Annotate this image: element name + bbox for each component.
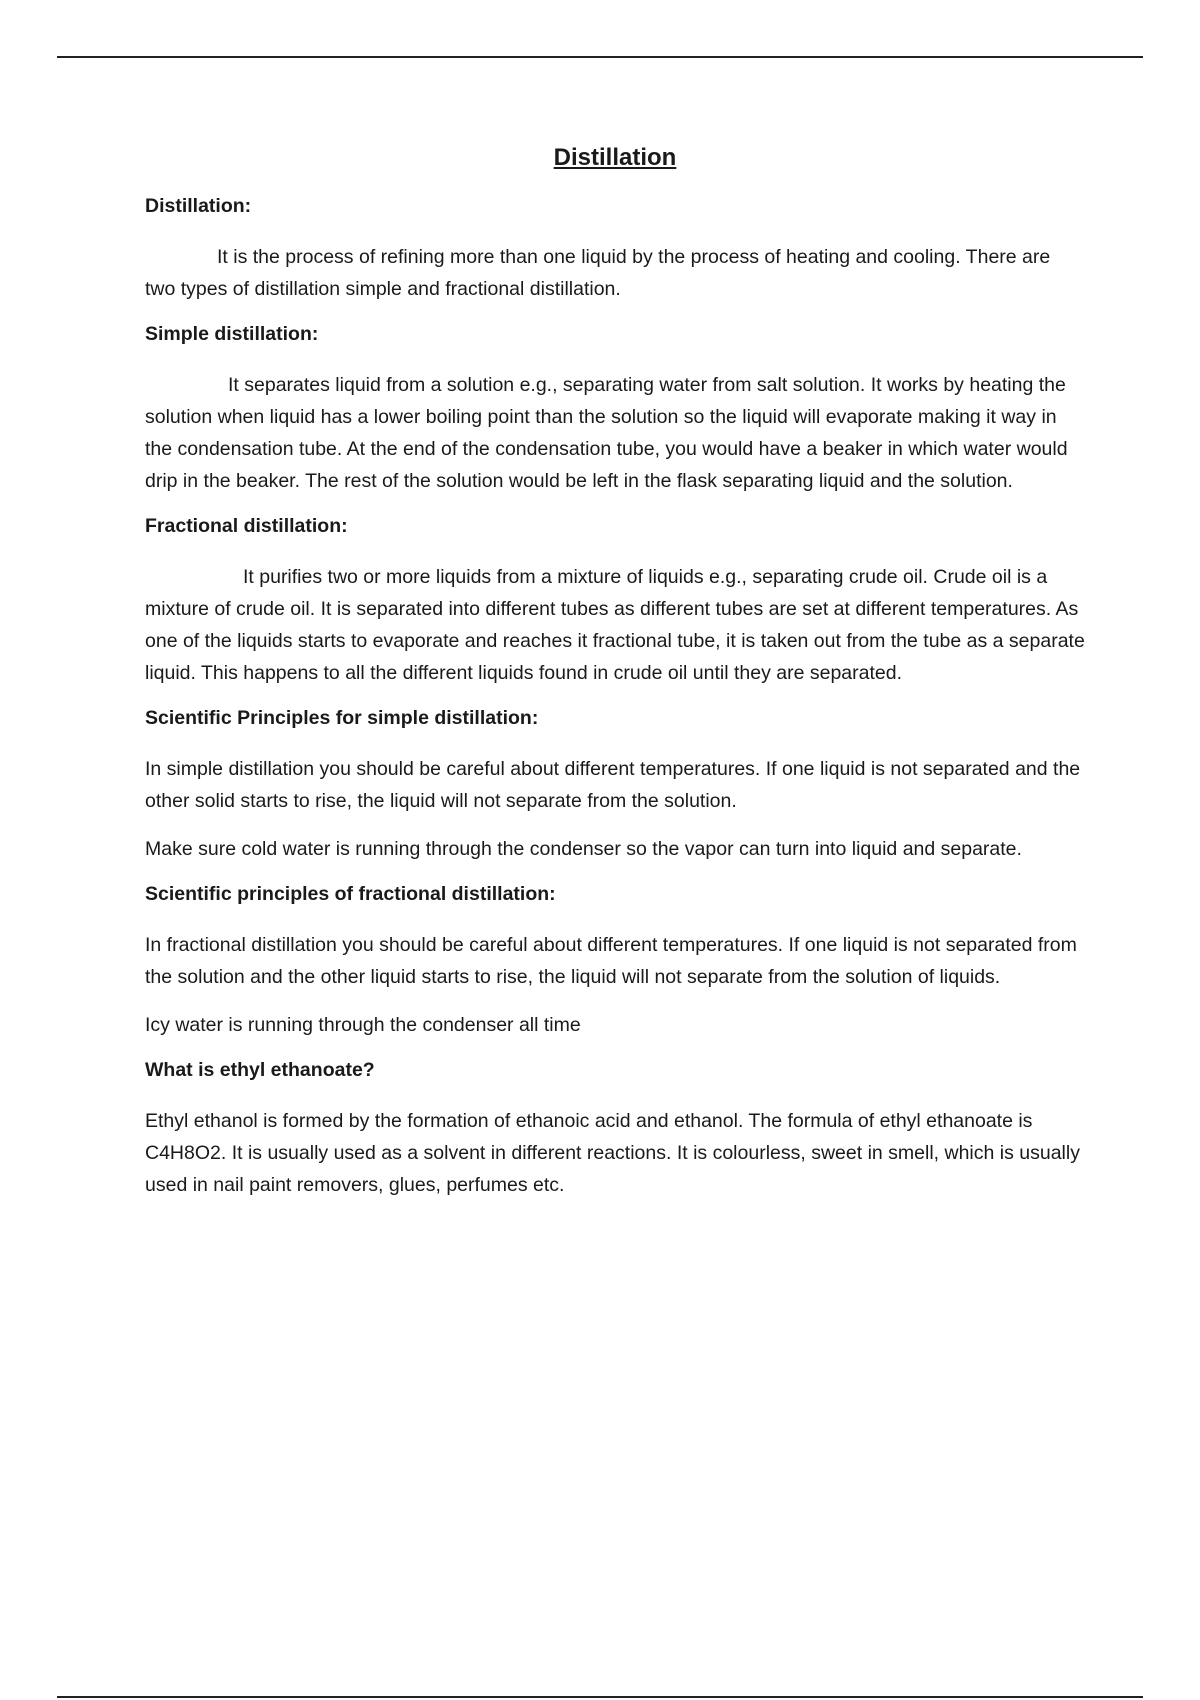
section-text-principles-fractional-2: Icy water is running through the condenser all time (145, 1014, 581, 1036)
header-rule (57, 56, 1143, 58)
section-heading-principles-fractional: Scientific principles of fractional distillation: (145, 883, 556, 905)
section-heading-simple-distillation: Simple distillation: (145, 323, 319, 345)
section-text-principles-simple-1: In simple distillation you should be careful about different temperatures. If one liquid is not separated and the other solid starts to rise, the liquid will not separate from the solution. (145, 758, 1081, 812)
document-body (145, 143, 1085, 1217)
section-heading-ethyl-ethanoate: What is ethyl ethanoate? (145, 1059, 375, 1081)
section-text-ethyl-ethanoate: Ethyl ethanol is formed by the formation of ethanoic acid and ethanol. The formula of ethyl ethanoate is C4H8O2. It is usually used as a solvent in different reactions. It is colourless, sweet in smell, which is usually used in nail paint removers, glues, perfumes etc. (145, 1110, 1080, 1196)
footer-rule (57, 1696, 1143, 1698)
document-title: Distillation (553, 144, 677, 171)
section-heading-distillation: Distillation: (145, 195, 252, 217)
section-heading-principles-simple: Scientific Principles for simple distillation: (145, 707, 539, 729)
section-text-simple-distillation: It separates liquid from a solution e.g., separating water from salt solution. It works by heating the solution when liquid has a lower boiling point than the solution so the liquid will evaporate making it way in the condensation tube. At the end of the condensation tube, you would have a beaker in which water would drip in the beaker. The rest of the solution would be left in the flask separating liquid and the solution. (145, 374, 1068, 492)
section-heading-fractional-distillation: Fractional distillation: (145, 515, 348, 537)
section-text-principles-simple-2: Make sure cold water is running through the condenser so the vapor can turn into liquid and separate. (145, 838, 1022, 860)
section-text-principles-fractional-1: In fractional distillation you should be careful about different temperatures. If one liquid is not separated from the solution and the other liquid starts to rise, the liquid will not separate from the solution of liquids. (145, 934, 1077, 988)
section-text-fractional-distillation: It purifies two or more liquids from a mixture of liquids e.g., separating crude oil. Crude oil is a mixture of crude oil. It is separated into different tubes as different tubes are set at different temperatures. As one of the liquids starts to evaporate and reaches it fractional tube, it is taken out from the tube as a separate liquid. This happens to all the different liquids found in crude oil until they are separated. (145, 566, 1085, 684)
section-text-distillation: It is the process of refining more than one liquid by the process of heating and cooling. There are two types of distillation simple and fractional distillation. (145, 246, 1051, 300)
